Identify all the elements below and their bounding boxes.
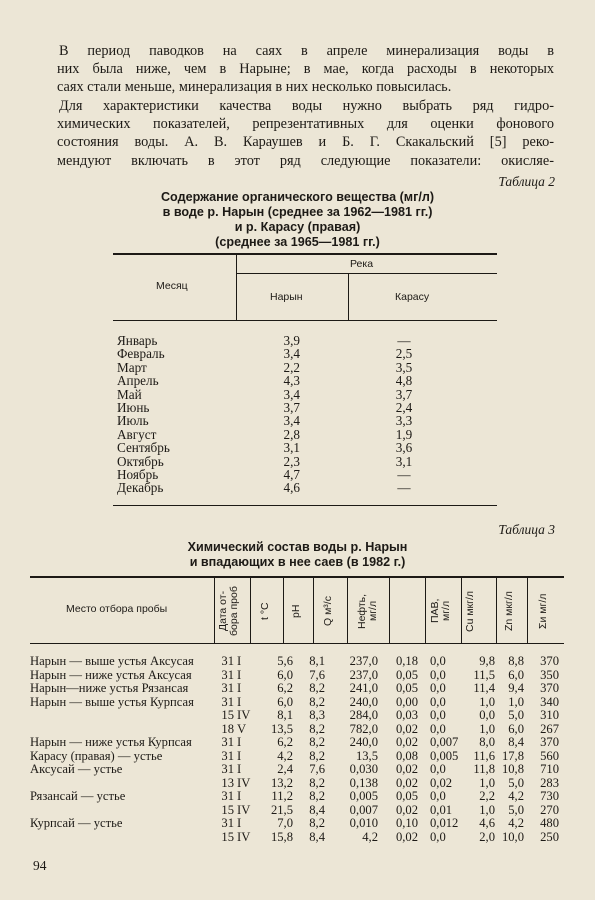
table-row xyxy=(0,428,595,441)
cell-naryn: 3,4 xyxy=(283,413,300,429)
table-3-col-divider xyxy=(250,578,251,643)
cell-oil: 0,02 xyxy=(395,775,418,790)
table-row xyxy=(0,481,595,494)
cell-day: 31 xyxy=(221,789,234,803)
cell-q: 0,005 xyxy=(349,789,378,803)
table-3-header-place: Место отбора пробы xyxy=(66,603,168,615)
cell-t: 13,2 xyxy=(270,775,293,790)
cell-pav: 0,0 xyxy=(430,721,446,736)
cell-t: 15,8 xyxy=(270,829,293,844)
cell-t: 2,4 xyxy=(277,762,293,776)
paragraph-1 xyxy=(57,42,554,97)
cell-day: 31 xyxy=(221,748,234,763)
table-3-col-divider xyxy=(461,578,462,643)
cell-naryn: 2,8 xyxy=(283,426,300,442)
table-row xyxy=(0,817,595,831)
cell-pav: 0,012 xyxy=(430,816,459,830)
cell-karasu: 3,5 xyxy=(395,359,413,375)
table-3-header-date: Дата от- бора проб xyxy=(217,586,240,636)
cell-zn: 6,0 xyxy=(508,721,524,736)
cell-karasu: — xyxy=(397,467,411,482)
table-row xyxy=(0,709,595,723)
cell-naryn: 4,3 xyxy=(283,373,300,389)
cell-karasu: 1,9 xyxy=(395,426,413,442)
cell-oil: 0,05 xyxy=(395,681,418,695)
cell-mon: I xyxy=(237,654,242,668)
table-3-header-cu: Cu мкг/л xyxy=(464,590,476,632)
cell-month: Август xyxy=(117,426,157,442)
cell-zn: 17,8 xyxy=(501,748,524,763)
cell-cu: 9,8 xyxy=(479,654,495,668)
cell-ui: 250 xyxy=(540,829,559,844)
cell-cu: 11,4 xyxy=(473,681,495,695)
cell-cu: 11,8 xyxy=(473,762,495,776)
cell-day: 31 xyxy=(221,654,234,668)
cell-oil: 0,02 xyxy=(395,802,418,817)
cell-ph: 7,6 xyxy=(309,762,325,776)
table-3-col-divider xyxy=(313,578,314,643)
table-row xyxy=(0,763,595,777)
cell-ph: 7,6 xyxy=(309,667,325,682)
cell-t: 6,2 xyxy=(277,735,293,749)
table-3-col-divider xyxy=(527,578,528,643)
text-line: состояния воды. А. В. Караушев и Б. Г. Скакальский [5] реко- xyxy=(57,134,554,151)
cell-pav: 0,0 xyxy=(430,829,446,844)
cell-karasu: 4,8 xyxy=(395,373,413,389)
table-2-col-divider xyxy=(236,255,237,320)
table-2-header-river: Река xyxy=(350,258,374,270)
cell-q: 240,0 xyxy=(349,735,378,749)
cell-q: 241,0 xyxy=(349,681,378,695)
cell-day: 18 xyxy=(221,721,234,736)
table-row xyxy=(0,455,595,468)
cell-ui: 310 xyxy=(540,708,559,722)
table-3-col-divider xyxy=(496,578,497,643)
cell-t: 6,0 xyxy=(277,694,293,709)
cell-t: 21,5 xyxy=(270,802,293,817)
cell-t: 6,0 xyxy=(277,667,293,682)
cell-naryn: 3,9 xyxy=(283,333,300,348)
cell-ui: 340 xyxy=(540,694,559,709)
cell-t: 13,5 xyxy=(270,721,293,736)
cell-mon: I xyxy=(237,762,242,776)
cell-t: 4,2 xyxy=(277,748,293,763)
cell-month: Февраль xyxy=(117,346,165,362)
table-3-header-oil: Нефть, мг/л xyxy=(356,593,379,629)
cell-zn: 5,0 xyxy=(508,802,524,817)
cell-zn: 5,0 xyxy=(508,708,524,722)
cell-cu: 1,0 xyxy=(479,802,495,817)
cell-karasu: 2,4 xyxy=(395,400,413,415)
cell-oil: 0,08 xyxy=(395,748,418,763)
cell-month: Декабрь xyxy=(117,480,164,496)
cell-ph: 8,3 xyxy=(309,708,325,722)
paragraph-2 xyxy=(57,97,554,170)
cell-naryn: 3,4 xyxy=(283,386,300,402)
cell-mon: IV xyxy=(237,775,251,790)
table-3-header-ui: Σи мг/л xyxy=(537,593,549,629)
cell-zn: 10,0 xyxy=(501,829,524,844)
cell-oil: 0,02 xyxy=(395,721,418,736)
cell-naryn: 3,7 xyxy=(283,400,300,415)
cell-zn: 1,0 xyxy=(508,694,524,709)
cell-day: 15 xyxy=(221,708,234,722)
table-row xyxy=(0,831,595,845)
cell-cu: 2,0 xyxy=(479,829,495,844)
table-row xyxy=(0,361,595,374)
cell-month: Ноябрь xyxy=(117,467,159,482)
table-2-caption: Таблица 2 xyxy=(498,174,555,189)
cell-month: Октябрь xyxy=(117,453,164,469)
cell-oil: 0,02 xyxy=(395,829,418,844)
cell-cu: 11,5 xyxy=(473,667,495,682)
cell-naryn: 2,3 xyxy=(283,453,300,469)
cell-pav: 0,0 xyxy=(430,762,446,776)
cell-mon: I xyxy=(237,681,242,695)
cell-ui: 283 xyxy=(540,775,559,790)
table-3-header-q: Q м³/с xyxy=(322,596,334,626)
cell-day: 15 xyxy=(221,802,234,817)
cell-ui: 270 xyxy=(540,802,559,817)
table-row xyxy=(0,723,595,737)
cell-ui: 730 xyxy=(540,789,559,803)
cell-cu: 1,0 xyxy=(479,694,495,709)
cell-month: Январь xyxy=(117,333,158,348)
cell-t: 8,1 xyxy=(277,708,293,722)
cell-ph: 8,2 xyxy=(309,721,325,736)
table-row xyxy=(0,669,595,683)
cell-mon: V xyxy=(237,721,247,736)
cell-oil: 0,05 xyxy=(395,789,418,803)
cell-q: 284,0 xyxy=(349,708,378,722)
cell-month: Март xyxy=(117,359,147,375)
cell-zn: 8,8 xyxy=(508,654,524,668)
cell-naryn: 3,1 xyxy=(283,440,300,456)
text-line: Для характеристики качества воды нужно выбрать ряд гидро- xyxy=(59,98,554,114)
cell-cu: 11,6 xyxy=(473,748,495,763)
cell-cu: 8,0 xyxy=(479,735,495,749)
cell-oil: 0,10 xyxy=(395,816,418,830)
cell-q: 0,010 xyxy=(349,816,378,830)
cell-q: 0,007 xyxy=(349,802,378,817)
cell-pav: 0,005 xyxy=(430,748,459,763)
cell-ph: 8,1 xyxy=(309,654,325,668)
title-line: и впадающих в нее саев (в 1982 г.) xyxy=(189,555,406,569)
cell-pav: 0,0 xyxy=(430,667,446,682)
cell-ui: 480 xyxy=(540,816,559,830)
cell-oil: 0,03 xyxy=(395,708,418,722)
table-3-header-rule xyxy=(30,643,564,644)
cell-ph: 8,4 xyxy=(309,802,325,817)
cell-mon: I xyxy=(237,694,242,709)
cell-naryn: 2,2 xyxy=(283,359,300,375)
cell-day: 15 xyxy=(221,829,234,844)
cell-ph: 8,2 xyxy=(309,775,325,790)
cell-karasu: — xyxy=(397,333,411,348)
cell-naryn: 3,4 xyxy=(283,346,300,362)
table-2-header-month: Месяц xyxy=(156,280,188,292)
cell-place: Карасу (правая) — устье xyxy=(30,748,163,763)
table-row xyxy=(0,441,595,454)
table-3-col-divider xyxy=(347,578,348,643)
table-row xyxy=(0,334,595,347)
cell-oil: 0,05 xyxy=(395,667,418,682)
title-line: и р. Карасу (правая) xyxy=(234,220,361,234)
cell-place: Рязансай — устье xyxy=(30,789,126,803)
cell-pav: 0,0 xyxy=(430,708,446,722)
text-line: В период паводков на саях в апреле минерализация воды в xyxy=(59,43,554,59)
cell-t: 11,2 xyxy=(271,789,293,803)
cell-q: 237,0 xyxy=(349,654,378,668)
table-3-col-divider xyxy=(425,578,426,643)
cell-cu: 1,0 xyxy=(479,775,495,790)
table-2-title xyxy=(0,190,595,250)
table-3-top-rule xyxy=(30,576,564,578)
table-2-group-rule xyxy=(236,273,497,274)
cell-ph: 8,2 xyxy=(309,694,325,709)
table-3-header-pav: ПАВ, мг/л xyxy=(429,598,452,624)
table-2-header-karasu: Карасу xyxy=(395,291,430,303)
table-3-col-divider xyxy=(389,578,390,643)
cell-day: 31 xyxy=(221,681,234,695)
cell-cu: 4,6 xyxy=(479,816,495,830)
cell-mon: IV xyxy=(237,708,251,722)
text-line: саях стали меньше, минерализация в них несколько повысилась. xyxy=(57,79,452,96)
cell-cu: 2,2 xyxy=(479,789,495,803)
cell-month: Май xyxy=(117,386,142,402)
text-line: них была ниже, чем в Нарыне; в мае, когда расходы в некоторых xyxy=(57,61,554,78)
cell-ph: 8,2 xyxy=(309,789,325,803)
cell-karasu: — xyxy=(397,480,411,496)
cell-pav: 0,02 xyxy=(430,775,453,790)
title-line: Содержание органического вещества (мг/л) xyxy=(160,190,435,204)
cell-q: 782,0 xyxy=(349,721,378,736)
cell-q: 13,5 xyxy=(355,748,378,763)
cell-pav: 0,0 xyxy=(430,789,446,803)
cell-oil: 0,02 xyxy=(395,735,418,749)
cell-month: Сентябрь xyxy=(117,440,170,456)
cell-q: 237,0 xyxy=(349,667,378,682)
cell-day: 31 xyxy=(221,816,234,830)
cell-place: Нарын — выше устья Курпсая xyxy=(30,694,194,709)
cell-day: 13 xyxy=(221,775,234,790)
cell-ui: 370 xyxy=(540,654,559,668)
cell-t: 6,2 xyxy=(277,681,293,695)
cell-oil: 0,02 xyxy=(395,762,418,776)
cell-mon: IV xyxy=(237,829,251,844)
table-2-header-naryn: Нарын xyxy=(270,291,303,303)
title-line: (среднее за 1965—1981 гг.) xyxy=(215,235,380,249)
cell-month: Июль xyxy=(117,413,149,429)
cell-ph: 8,2 xyxy=(309,748,325,763)
cell-zn: 10,8 xyxy=(501,762,524,776)
table-row xyxy=(0,777,595,791)
cell-mon: I xyxy=(237,789,242,803)
cell-ui: 350 xyxy=(540,667,559,682)
page-number: 94 xyxy=(33,858,47,873)
cell-pav: 0,007 xyxy=(430,735,459,749)
cell-q: 4,2 xyxy=(362,829,378,844)
cell-zn: 8,4 xyxy=(508,735,524,749)
cell-day: 31 xyxy=(221,667,234,682)
table-row xyxy=(0,790,595,804)
table-3-title xyxy=(0,540,595,570)
cell-mon: I xyxy=(237,748,242,763)
table-row xyxy=(0,388,595,401)
cell-day: 31 xyxy=(221,735,234,749)
cell-ui: 267 xyxy=(540,721,559,736)
table-2-bottom-rule xyxy=(113,505,497,506)
table-row xyxy=(0,696,595,710)
cell-ui: 560 xyxy=(540,748,559,763)
cell-zn: 6,0 xyxy=(508,667,524,682)
cell-month: Июнь xyxy=(117,400,150,415)
cell-zn: 4,2 xyxy=(508,816,524,830)
table-row xyxy=(0,401,595,414)
cell-zn: 5,0 xyxy=(508,775,524,790)
title-line: в воде р. Нарын (среднее за 1962—1981 гг.) xyxy=(162,205,433,219)
cell-place: Курпсай — устье xyxy=(30,816,123,830)
cell-place: Нарын — выше устья Аксусая xyxy=(30,654,194,668)
cell-pav: 0,01 xyxy=(430,802,453,817)
table-row xyxy=(0,804,595,818)
cell-ui: 370 xyxy=(540,735,559,749)
cell-place: Аксусай — устье xyxy=(30,762,123,776)
cell-t: 7,0 xyxy=(277,816,293,830)
text-line: мендуют включать в этот ряд следующие показатели: окисляе- xyxy=(57,152,554,169)
cell-oil: 0,18 xyxy=(395,654,418,668)
cell-karasu: 3,7 xyxy=(395,386,413,402)
table-3-col-divider xyxy=(283,578,284,643)
cell-place: Нарын—ниже устья Рязансая xyxy=(30,681,189,695)
table-row xyxy=(0,682,595,696)
table-2-col-divider xyxy=(348,274,349,320)
table-3-col-divider xyxy=(214,578,215,643)
cell-place: Нарын — ниже устья Курпсая xyxy=(30,735,192,749)
cell-pav: 0,0 xyxy=(430,654,446,668)
title-line: Химический состав воды р. Нарын xyxy=(187,540,408,554)
cell-cu: 1,0 xyxy=(479,721,495,736)
cell-ui: 710 xyxy=(540,762,559,776)
cell-q: 240,0 xyxy=(349,694,378,709)
cell-pav: 0,0 xyxy=(430,681,446,695)
cell-mon: I xyxy=(237,735,242,749)
table-3-caption: Таблица 3 xyxy=(498,522,555,537)
cell-karasu: 2,5 xyxy=(395,346,413,362)
cell-ph: 8,2 xyxy=(309,816,325,830)
cell-karasu: 3,3 xyxy=(395,413,413,429)
cell-t: 5,6 xyxy=(277,654,293,668)
table-3-header-t: t °C xyxy=(259,602,271,620)
cell-zn: 4,2 xyxy=(508,789,524,803)
cell-day: 31 xyxy=(221,762,234,776)
table-2-header-rule xyxy=(113,320,497,321)
table-2-top-rule xyxy=(113,253,497,255)
cell-q: 0,138 xyxy=(349,775,378,790)
cell-pav: 0,0 xyxy=(430,694,446,709)
cell-q: 0,030 xyxy=(349,762,378,776)
table-row xyxy=(0,374,595,387)
table-row xyxy=(0,347,595,360)
cell-cu: 0,0 xyxy=(479,708,495,722)
cell-naryn: 4,7 xyxy=(283,467,300,482)
cell-ph: 8,4 xyxy=(309,829,325,844)
table-row xyxy=(0,736,595,750)
table-row xyxy=(0,414,595,427)
cell-karasu: 3,6 xyxy=(395,440,413,456)
cell-mon: IV xyxy=(237,802,251,817)
table-row xyxy=(0,655,595,669)
cell-ph: 8,2 xyxy=(309,681,325,695)
cell-month: Апрель xyxy=(117,373,159,389)
cell-ph: 8,2 xyxy=(309,735,325,749)
text-line: химических показателей, репрезентативных для оценки фонового xyxy=(57,116,554,133)
cell-oil: 0,00 xyxy=(395,694,418,709)
cell-mon: I xyxy=(237,667,242,682)
cell-ui: 370 xyxy=(540,681,559,695)
cell-mon: I xyxy=(237,816,242,830)
table-row xyxy=(0,468,595,481)
cell-naryn: 4,6 xyxy=(283,480,300,496)
table-3-header-ph: pH xyxy=(290,604,302,618)
cell-zn: 9,4 xyxy=(508,681,524,695)
cell-day: 31 xyxy=(221,694,234,709)
table-3-header-zn: Zn мкг/л xyxy=(503,591,515,631)
cell-karasu: 3,1 xyxy=(395,453,413,469)
table-row xyxy=(0,750,595,764)
cell-place: Нарын — ниже устья Аксусая xyxy=(30,667,192,682)
